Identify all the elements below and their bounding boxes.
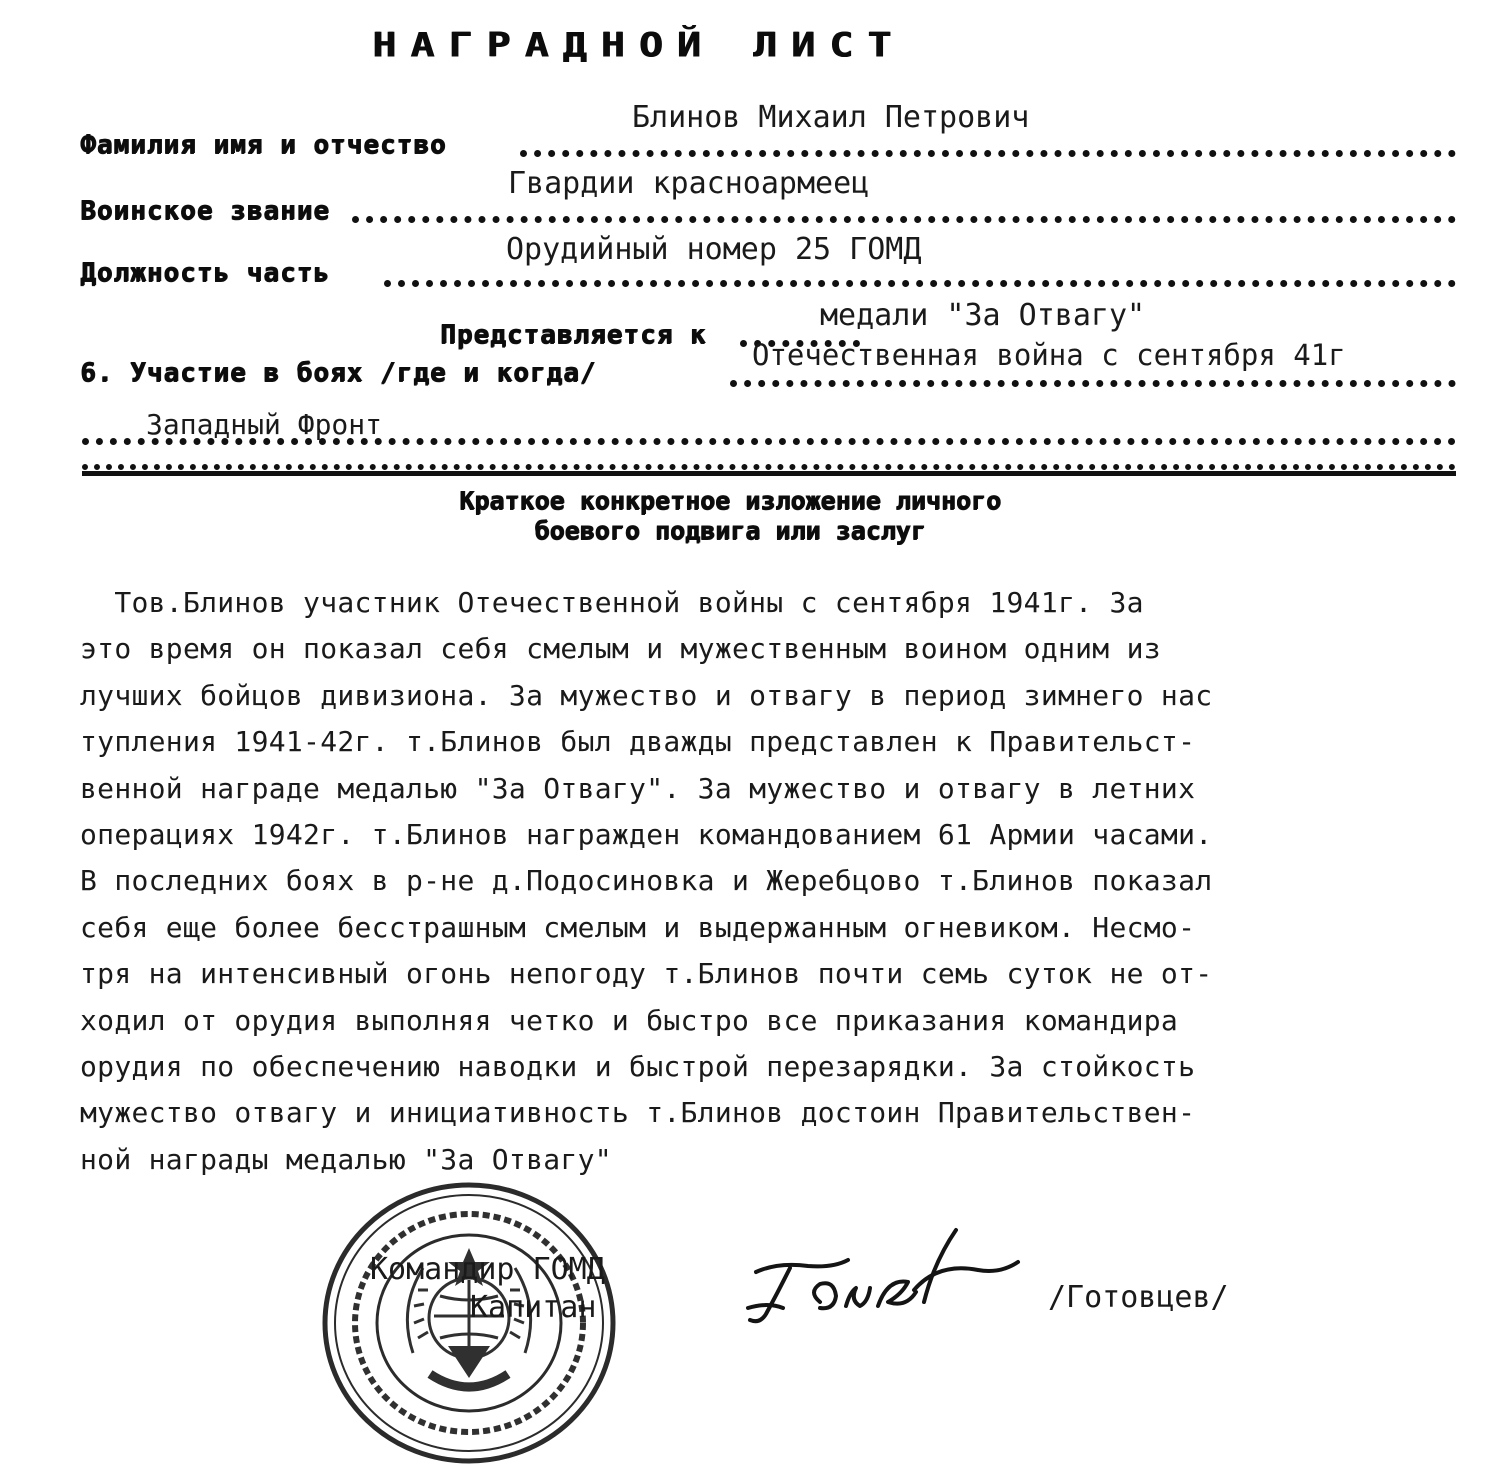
award-label: Представляется к — [440, 320, 707, 350]
document-title: НАГРАДНОЙ ЛИСТ — [372, 26, 906, 66]
section-heading — [330, 486, 1130, 546]
body-line: это время он показал себя смелым и мужественным воином одним из — [80, 632, 1161, 666]
signature-title-line-2: Капитан — [470, 1290, 597, 1325]
rank-dotted-line — [352, 216, 1456, 223]
section-heading-line-1: Краткое конкретное изложение личного — [459, 486, 1001, 515]
position-label: Должность часть — [80, 258, 330, 288]
rank-label: Воинское звание — [80, 196, 330, 226]
award-value: медали "За Отвагу" — [820, 298, 1146, 333]
body-line: мужество отвагу и инициативность т.Блинов достоин Правительствен- — [80, 1096, 1196, 1130]
signature-title-line-1: Командир ГОМД — [370, 1252, 605, 1287]
name-value: Блинов Михаил Петрович — [632, 100, 1030, 135]
battles-dotted-line — [730, 380, 1456, 387]
battles-label: 6. Участие в боях /где и когда/ — [80, 358, 597, 388]
rank-value: Гвардии красноармеец — [508, 166, 870, 201]
separator-rule — [82, 464, 1456, 470]
battles-value: Отечественная война с сентября 41г — [752, 338, 1346, 372]
commendation-text — [80, 580, 1480, 1183]
body-line: ходил от орудия выполняя четко и быстро все приказания командира — [80, 1003, 1179, 1037]
body-line: лучших бойцов дивизиона. За мужество и отвагу в период зимнего нас — [80, 678, 1213, 712]
body-line: ной награды медалью "За Отвагу" — [80, 1142, 612, 1176]
position-dotted-line — [384, 280, 1456, 287]
separator-rule-thick — [82, 471, 1456, 476]
handwritten-signature — [738, 1222, 1038, 1332]
body-line: тря на интенсивный огонь непогоду т.Блинов почти семь суток не от- — [80, 957, 1213, 991]
battles-value-2: Западный Фронт — [146, 408, 383, 441]
name-label: Фамилия имя и отчество — [80, 130, 447, 160]
signature-name: /Готовцев/ — [1048, 1280, 1229, 1315]
body-line: операциях 1942г. т.Блинов награжден командованием 61 Армии часами. — [80, 818, 1213, 852]
body-line: орудия по обеспечению наводки и быстрой перезарядки. За стойкость — [80, 1050, 1196, 1084]
name-dotted-line — [520, 150, 1456, 157]
body-line: тупления 1941-42г. т.Блинов был дважды представлен к Правительст- — [80, 725, 1196, 759]
body-line: себя еще более бесстрашным смелым и выдержанным огневиком. Несмо- — [80, 910, 1196, 944]
body-line: венной награде медалью "За Отвагу". За мужество и отвагу в летних — [80, 771, 1196, 805]
body-line: Тов.Блинов участник Отечественной войны с сентября 1941г. За — [80, 586, 1144, 619]
section-heading-line-2: боевого подвига или заслуг — [534, 516, 926, 545]
position-value: Орудийный номер 25 ГОМД — [506, 232, 922, 267]
body-line: В последних боях в р-не д.Подосиновка и Жеребцово т.Блинов показал — [80, 864, 1213, 898]
